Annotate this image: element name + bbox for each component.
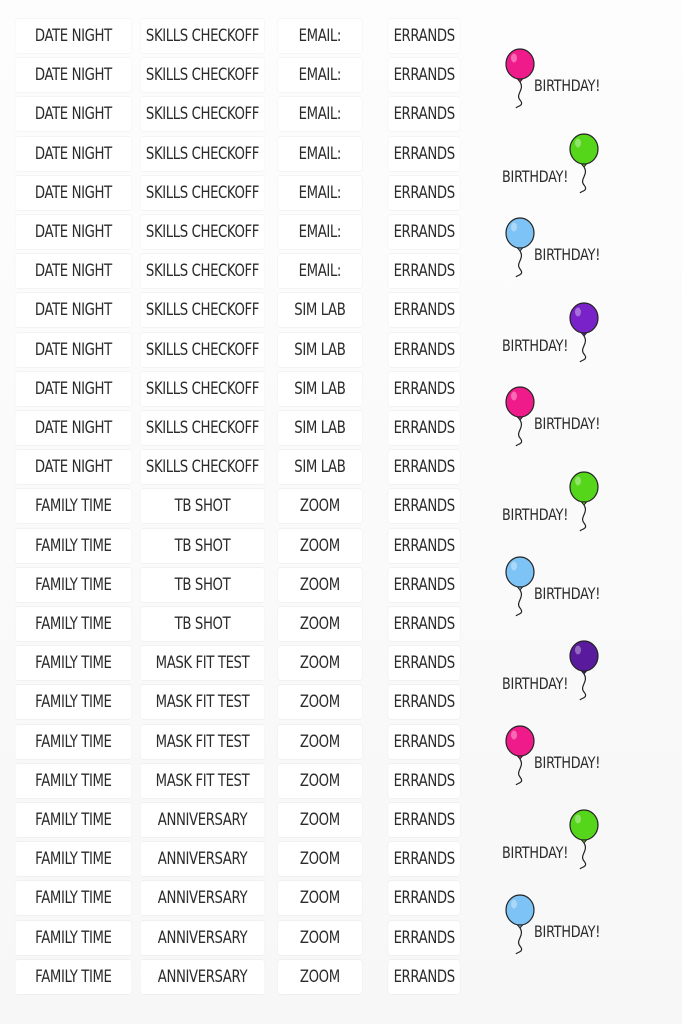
activity-label-sticker: SKILLS CHECKOFF xyxy=(140,215,264,249)
errands-label-sticker: ERRANDS xyxy=(388,921,460,955)
balloon-icon xyxy=(503,556,537,618)
errands-label-sticker: ERRANDS xyxy=(388,529,460,563)
meeting-label-sticker: SIM LAB xyxy=(278,372,362,406)
birthday-label: BIRTHDAY! xyxy=(534,414,601,434)
event-label-sticker: DATE NIGHT xyxy=(15,58,131,92)
birthday-label: BIRTHDAY! xyxy=(534,245,601,265)
event-label-sticker: FAMILY TIME xyxy=(15,921,131,955)
event-label-sticker: DATE NIGHT xyxy=(15,333,131,367)
birthday-sticker xyxy=(500,807,630,885)
meeting-label-sticker: EMAIL: xyxy=(278,176,362,210)
event-label-sticker: DATE NIGHT xyxy=(15,19,131,53)
errands-label-sticker: ERRANDS xyxy=(388,489,460,523)
event-label-sticker: DATE NIGHT xyxy=(15,215,131,249)
birthday-sticker xyxy=(500,300,630,378)
birthday-label: BIRTHDAY! xyxy=(534,76,601,95)
birthday-label: BIRTHDAY! xyxy=(502,505,569,524)
activity-label-sticker: SKILLS CHECKOFF xyxy=(140,254,264,288)
meeting-label-sticker: ZOOM xyxy=(278,685,362,719)
activity-label-sticker: SKILLS CHECKOFF xyxy=(140,333,264,367)
errands-label-sticker: ERRANDS xyxy=(388,803,460,837)
errands-label-sticker: ERRANDS xyxy=(388,176,460,210)
activity-label-sticker: SKILLS CHECKOFF xyxy=(140,97,264,131)
event-label-sticker: FAMILY TIME xyxy=(15,568,131,602)
birthday-sticker xyxy=(500,384,630,462)
errands-label-sticker: ERRANDS xyxy=(388,411,460,445)
activity-label-sticker: SKILLS CHECKOFF xyxy=(140,411,264,445)
errands-label-sticker: ERRANDS xyxy=(388,215,460,249)
meeting-label-sticker: EMAIL: xyxy=(278,19,362,53)
meeting-label-sticker: ZOOM xyxy=(278,646,362,680)
event-label-sticker: FAMILY TIME xyxy=(15,842,131,876)
activity-label-sticker: SKILLS CHECKOFF xyxy=(140,58,264,92)
event-label-sticker: FAMILY TIME xyxy=(15,960,131,994)
meeting-label-sticker: ZOOM xyxy=(278,881,362,915)
birthday-label: BIRTHDAY! xyxy=(502,843,569,863)
errands-label-sticker: ERRANDS xyxy=(388,764,460,798)
errands-label-sticker: ERRANDS xyxy=(388,646,460,680)
activity-label-sticker: TB SHOT xyxy=(140,607,264,641)
errands-label-sticker: ERRANDS xyxy=(388,450,460,484)
event-label-sticker: FAMILY TIME xyxy=(15,764,131,798)
meeting-label-sticker: ZOOM xyxy=(278,960,362,994)
event-label-sticker: FAMILY TIME xyxy=(15,646,131,680)
birthday-label: BIRTHDAY! xyxy=(502,166,569,186)
errands-label-sticker: ERRANDS xyxy=(388,842,460,876)
errands-label-sticker: ERRANDS xyxy=(388,881,460,915)
event-label-sticker: DATE NIGHT xyxy=(15,372,131,406)
meeting-label-sticker: EMAIL: xyxy=(278,137,362,171)
meeting-label-sticker: EMAIL: xyxy=(278,215,362,249)
event-label-sticker: DATE NIGHT xyxy=(15,450,131,484)
meeting-label-sticker: ZOOM xyxy=(278,489,362,523)
event-label-sticker: FAMILY TIME xyxy=(15,725,131,759)
birthday-label: BIRTHDAY! xyxy=(502,674,569,694)
errands-label-sticker: ERRANDS xyxy=(388,19,460,53)
activity-label-sticker: ANNIVERSARY xyxy=(140,803,264,837)
balloon-icon xyxy=(567,471,601,533)
event-label-sticker: FAMILY TIME xyxy=(15,489,131,523)
activity-label-sticker: ANNIVERSARY xyxy=(140,960,264,994)
meeting-label-sticker: ZOOM xyxy=(278,529,362,563)
activity-label-sticker: SKILLS CHECKOFF xyxy=(140,293,264,327)
meeting-label-sticker: SIM LAB xyxy=(278,293,362,327)
meeting-label-sticker: SIM LAB xyxy=(278,333,362,367)
event-label-sticker: DATE NIGHT xyxy=(15,97,131,131)
birthday-sticker xyxy=(500,892,630,970)
meeting-label-sticker: EMAIL: xyxy=(278,254,362,288)
meeting-label-sticker: ZOOM xyxy=(278,607,362,641)
errands-label-sticker: ERRANDS xyxy=(388,254,460,288)
birthday-label: BIRTHDAY! xyxy=(534,922,601,941)
event-label-sticker: FAMILY TIME xyxy=(15,529,131,563)
activity-label-sticker: TB SHOT xyxy=(140,568,264,602)
meeting-label-sticker: ZOOM xyxy=(278,725,362,759)
birthday-sticker xyxy=(500,469,630,547)
balloon-icon xyxy=(503,386,537,448)
activity-label-sticker: SKILLS CHECKOFF xyxy=(140,19,264,53)
activity-label-sticker: SKILLS CHECKOFF xyxy=(140,176,264,210)
activity-label-sticker: ANNIVERSARY xyxy=(140,881,264,915)
activity-label-sticker: MASK FIT TEST xyxy=(140,764,264,798)
meeting-label-sticker: SIM LAB xyxy=(278,411,362,445)
activity-label-sticker: SKILLS CHECKOFF xyxy=(140,450,264,484)
meeting-label-sticker: ZOOM xyxy=(278,921,362,955)
event-label-sticker: FAMILY TIME xyxy=(15,881,131,915)
birthday-sticker xyxy=(500,131,630,209)
activity-label-sticker: MASK FIT TEST xyxy=(140,725,264,759)
birthday-sticker xyxy=(500,638,630,716)
errands-label-sticker: ERRANDS xyxy=(388,293,460,327)
balloon-icon xyxy=(503,725,537,787)
balloon-icon xyxy=(567,302,601,364)
errands-label-sticker: ERRANDS xyxy=(388,333,460,367)
errands-label-sticker: ERRANDS xyxy=(388,607,460,641)
event-label-sticker: DATE NIGHT xyxy=(15,293,131,327)
errands-label-sticker: ERRANDS xyxy=(388,568,460,602)
activity-label-sticker: TB SHOT xyxy=(140,529,264,563)
birthday-sticker xyxy=(500,215,630,293)
event-label-sticker: DATE NIGHT xyxy=(15,137,131,171)
balloon-icon xyxy=(503,894,537,956)
birthday-sticker xyxy=(500,723,630,801)
errands-label-sticker: ERRANDS xyxy=(388,725,460,759)
activity-label-sticker: SKILLS CHECKOFF xyxy=(140,372,264,406)
event-label-sticker: DATE NIGHT xyxy=(15,176,131,210)
activity-label-sticker: TB SHOT xyxy=(140,489,264,523)
balloon-icon xyxy=(567,133,601,195)
event-label-sticker: DATE NIGHT xyxy=(15,254,131,288)
meeting-label-sticker: ZOOM xyxy=(278,803,362,837)
errands-label-sticker: ERRANDS xyxy=(388,97,460,131)
balloon-icon xyxy=(503,217,537,279)
errands-label-sticker: ERRANDS xyxy=(388,58,460,92)
activity-label-sticker: ANNIVERSARY xyxy=(140,842,264,876)
meeting-label-sticker: ZOOM xyxy=(278,764,362,798)
errands-label-sticker: ERRANDS xyxy=(388,685,460,719)
errands-label-sticker: ERRANDS xyxy=(388,960,460,994)
balloon-icon xyxy=(567,640,601,702)
birthday-sticker xyxy=(500,554,630,632)
event-label-sticker: FAMILY TIME xyxy=(15,607,131,641)
event-label-sticker: FAMILY TIME xyxy=(15,803,131,837)
balloon-icon xyxy=(567,809,601,871)
activity-label-sticker: MASK FIT TEST xyxy=(140,685,264,719)
event-label-sticker: DATE NIGHT xyxy=(15,411,131,445)
birthday-label: BIRTHDAY! xyxy=(534,752,601,772)
errands-label-sticker: ERRANDS xyxy=(388,372,460,406)
event-label-sticker: FAMILY TIME xyxy=(15,685,131,719)
meeting-label-sticker: ZOOM xyxy=(278,568,362,602)
balloon-icon xyxy=(503,48,537,110)
meeting-label-sticker: EMAIL: xyxy=(278,97,362,131)
meeting-label-sticker: EMAIL: xyxy=(278,58,362,92)
birthday-label: BIRTHDAY! xyxy=(502,335,569,355)
meeting-label-sticker: SIM LAB xyxy=(278,450,362,484)
errands-label-sticker: ERRANDS xyxy=(388,137,460,171)
birthday-label: BIRTHDAY! xyxy=(534,583,601,603)
activity-label-sticker: SKILLS CHECKOFF xyxy=(140,137,264,171)
meeting-label-sticker: ZOOM xyxy=(278,842,362,876)
birthday-sticker xyxy=(500,46,630,124)
activity-label-sticker: MASK FIT TEST xyxy=(140,646,264,680)
activity-label-sticker: ANNIVERSARY xyxy=(140,921,264,955)
